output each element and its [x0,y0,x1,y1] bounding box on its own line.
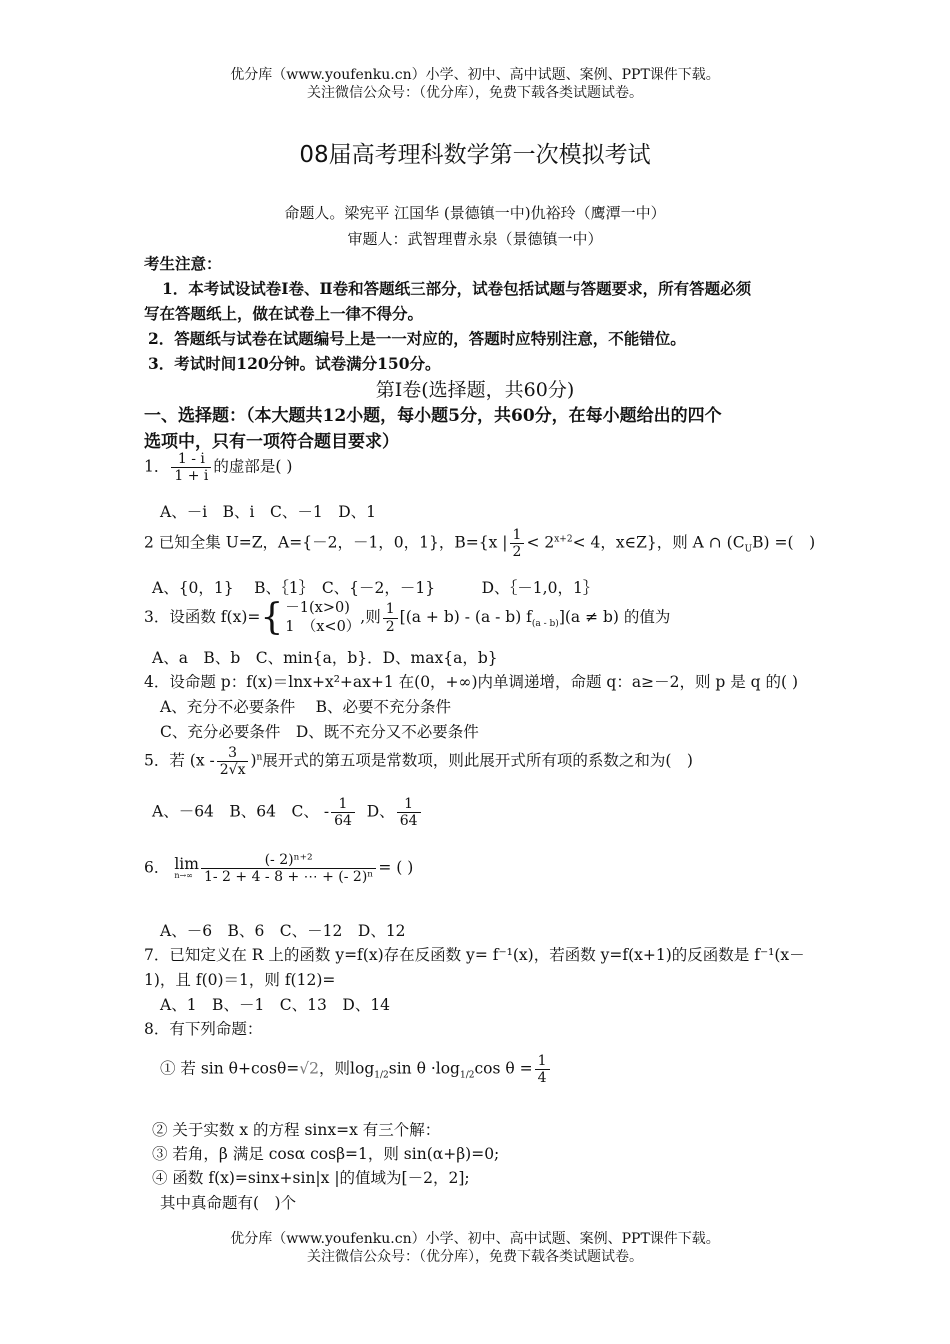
q2-sub: U [744,544,753,555]
notice-item-2: 2．答题纸与试卷在试题编号上是一一对应的，答题时应特别注意，不能错位。 [148,329,686,348]
question-4: 4．设命题 p：f(x)＝lnx+x²+ax+1 在(0，+∞)内单调递增，命题 q：a≥－2，则 p 是 q 的( ) [144,673,799,691]
question-7: 7．已知定义在 R 上的函数 y=f(x)存在反函数 y= f⁻¹(x)，若函数 y=f(x+1)的反函数是 f⁻¹(x－ [144,946,805,964]
q8-statement-1 [160,1053,552,1086]
question-8: 8．有下列命题： [144,1020,263,1038]
q2-frac-num: 1 [510,527,525,544]
footer-line-1: 优分库（www.youfenku.cn）小学、初中、高中试题、案例、PPT课件下载。 [230,1231,720,1247]
part-title: 第Ⅰ卷(选择题，共60分) [375,379,575,401]
q8-statement-2: ② 关于实数 x 的方程 sinx=x 有三个解： [152,1121,441,1139]
notice-item-3: 3．考试时间120分钟。试卷满分150分。 [148,354,441,373]
question-2 [144,527,815,560]
q3-text-d: ](a ≠ b) 的值为 [558,608,671,626]
q8-s1-root: √2 [299,1059,320,1078]
q1-frac-num: 1 - i [171,451,211,468]
exam-title: 08届高考理科数学第一次模拟考试 [299,142,651,168]
q4-options-2: C、充分必要条件 D、既不充分又不必要条件 [160,723,479,741]
q6-lim-sub: n→∞ [174,871,193,881]
q6-text: = ( ) [378,858,414,877]
q5-fraction [217,745,249,778]
q8-s1-fraction [535,1053,550,1086]
q4-options-1: A、充分不必要条件 B、必要不充分条件 [160,698,452,716]
q5-frac-num: 3 [217,745,249,762]
q6-frac-den: 1- 2 + 4 - 8 + ⋯ + (- 2)ⁿ [203,869,374,886]
q5-options [152,796,423,829]
q3-text-a: 3．设函数 f(x)= [144,608,261,626]
question-7-cont: 1)，且 f(0)＝1，则 f(12)= [144,971,336,989]
notice-item-1-cont: 写在答题纸上，做在试卷上一律不得分。 [144,304,424,323]
q2-text-d: B) =( ) [752,533,816,552]
header-banner [0,66,950,102]
q3-fraction [383,601,398,634]
q8-s1-logsub-2: 1/2 [459,1070,475,1081]
q3-sub: (a - b) [531,619,559,630]
question-5 [144,745,693,778]
q3-piecewise [260,599,360,637]
q8-s1-frac-den: 4 [537,1070,547,1087]
q3-frac-num: 1 [383,601,398,618]
section-heading: 一、选择题：（本大题共12小题，每小题5分，共60分，在每小题给出的四个 [144,406,722,426]
q2-text-b: < 2 [526,533,555,552]
q3-text-c: [(a + b) - (a - b) f [399,608,532,626]
q2-fraction [510,527,525,560]
q3-text-b: ,则 [360,608,381,626]
question-1 [144,451,292,484]
q5-sup: n [256,752,263,763]
q5-options-a: A、－64 B、64 C、 - [152,802,330,821]
proposer-line: 命题人。梁宪平 江国华 (景德镇一中)仇裕玲（鹰潭一中） [284,204,666,222]
q8-s1-logsub: 1/2 [374,1070,389,1081]
banner-line-1: 优分库（www.youfenku.cn）小学、初中、高中试题、案例、PPT课件下载。 [230,67,720,83]
footer-line-2: 关注微信公众号：（优分库），免费下载各类试题试卷。 [307,1249,643,1265]
q5-options-b: D、 [366,802,395,821]
q5-frac1-num: 1 [331,796,355,813]
notice-item-1: 1．本考试设试卷Ⅰ卷、Ⅱ卷和答题纸三部分，试卷包括试题与答题要求，所有答题必须 [162,279,752,298]
q2-frac-den: 2 [512,544,522,561]
q5-text-b: ) [250,751,257,770]
q5-text-a: 5．若 (x - [144,751,215,770]
q8-tail: 其中真命题有( )个 [160,1194,297,1212]
q3-frac-den: 2 [385,618,395,635]
q5-option-d-fraction [397,796,421,829]
q1-frac-den: 1 + i [174,468,209,485]
q2-text-c: < 4，x∈Z}，则 A ∩ (C [572,533,745,552]
q3-case-1: －1(x>0) [285,600,350,616]
section-heading-cont: 选项中，只有一项符合题目要求） [144,432,399,452]
q1-fraction [171,451,211,484]
q5-option-c-fraction [331,796,355,829]
q5-frac1-den: 64 [334,813,352,830]
q6-number: 6． [144,858,170,877]
q8-s1-log: log [350,1059,375,1078]
q8-statement-4: ④ 函数 f(x)=sinx+sin|x |的值域为[－2，2]; [152,1169,470,1187]
notice-heading: 考生注意： [144,254,222,273]
reviewer-line: 审题人：武智理曹永泉（景德镇一中） [347,230,603,248]
q5-text-c: 展开式的第五项是常数项，则此展开式所有项的系数之和为( ) [262,751,693,770]
q3-brace: { [260,597,284,638]
q1-text: 的虚部是( ) [213,457,293,476]
q8-s1-c: sin θ ·log [388,1059,460,1078]
q3-options: A、a B、b C、min{a，b}．D、max{a，b} [152,649,498,667]
q1-number: 1． [144,457,170,476]
q5-frac-den: 2√x [219,762,246,779]
banner-line-2: 关注微信公众号：（优分库），免费下载各类试题试卷。 [307,85,643,101]
q8-s1-d: cos θ = [474,1059,533,1078]
q2-options: A、{0，1} B、｛1｝ C、{－2，－1} D、｛－1,0，1｝ [152,579,599,597]
q8-s1-frac-num: 1 [535,1053,550,1070]
footer-banner [0,1230,950,1266]
q5-frac2-den: 64 [399,813,418,830]
q3-case-2: 1 （x<0） [285,619,361,635]
q8-s1-a: ① 若 sin θ+cosθ= [160,1059,300,1078]
q6-fraction [201,852,376,885]
q8-s1-b: ，则 [319,1059,351,1078]
q7-options: A、1 B、－1 C、13 D、14 [160,996,391,1014]
q1-options: A、－i B、i C、－1 D、1 [160,503,377,521]
q6-lim: lim [174,854,199,873]
q6-frac-num: (- 2)ⁿ⁺² [201,852,376,869]
q6-options: A、－6 B、6 C、－12 D、12 [160,922,406,940]
question-3 [144,599,670,637]
q2-text-a: 2 已知全集 U=Z，A={－2，－1，0，1}，B={x | [144,533,508,552]
q8-statement-3: ③ 若角，β 满足 cosα cosβ=1，则 sin(α+β)=0; [152,1145,500,1163]
question-6 [144,852,413,885]
q2-sup: x+2 [554,534,573,545]
q5-frac2-num: 1 [397,796,421,813]
q6-limit [174,854,199,881]
